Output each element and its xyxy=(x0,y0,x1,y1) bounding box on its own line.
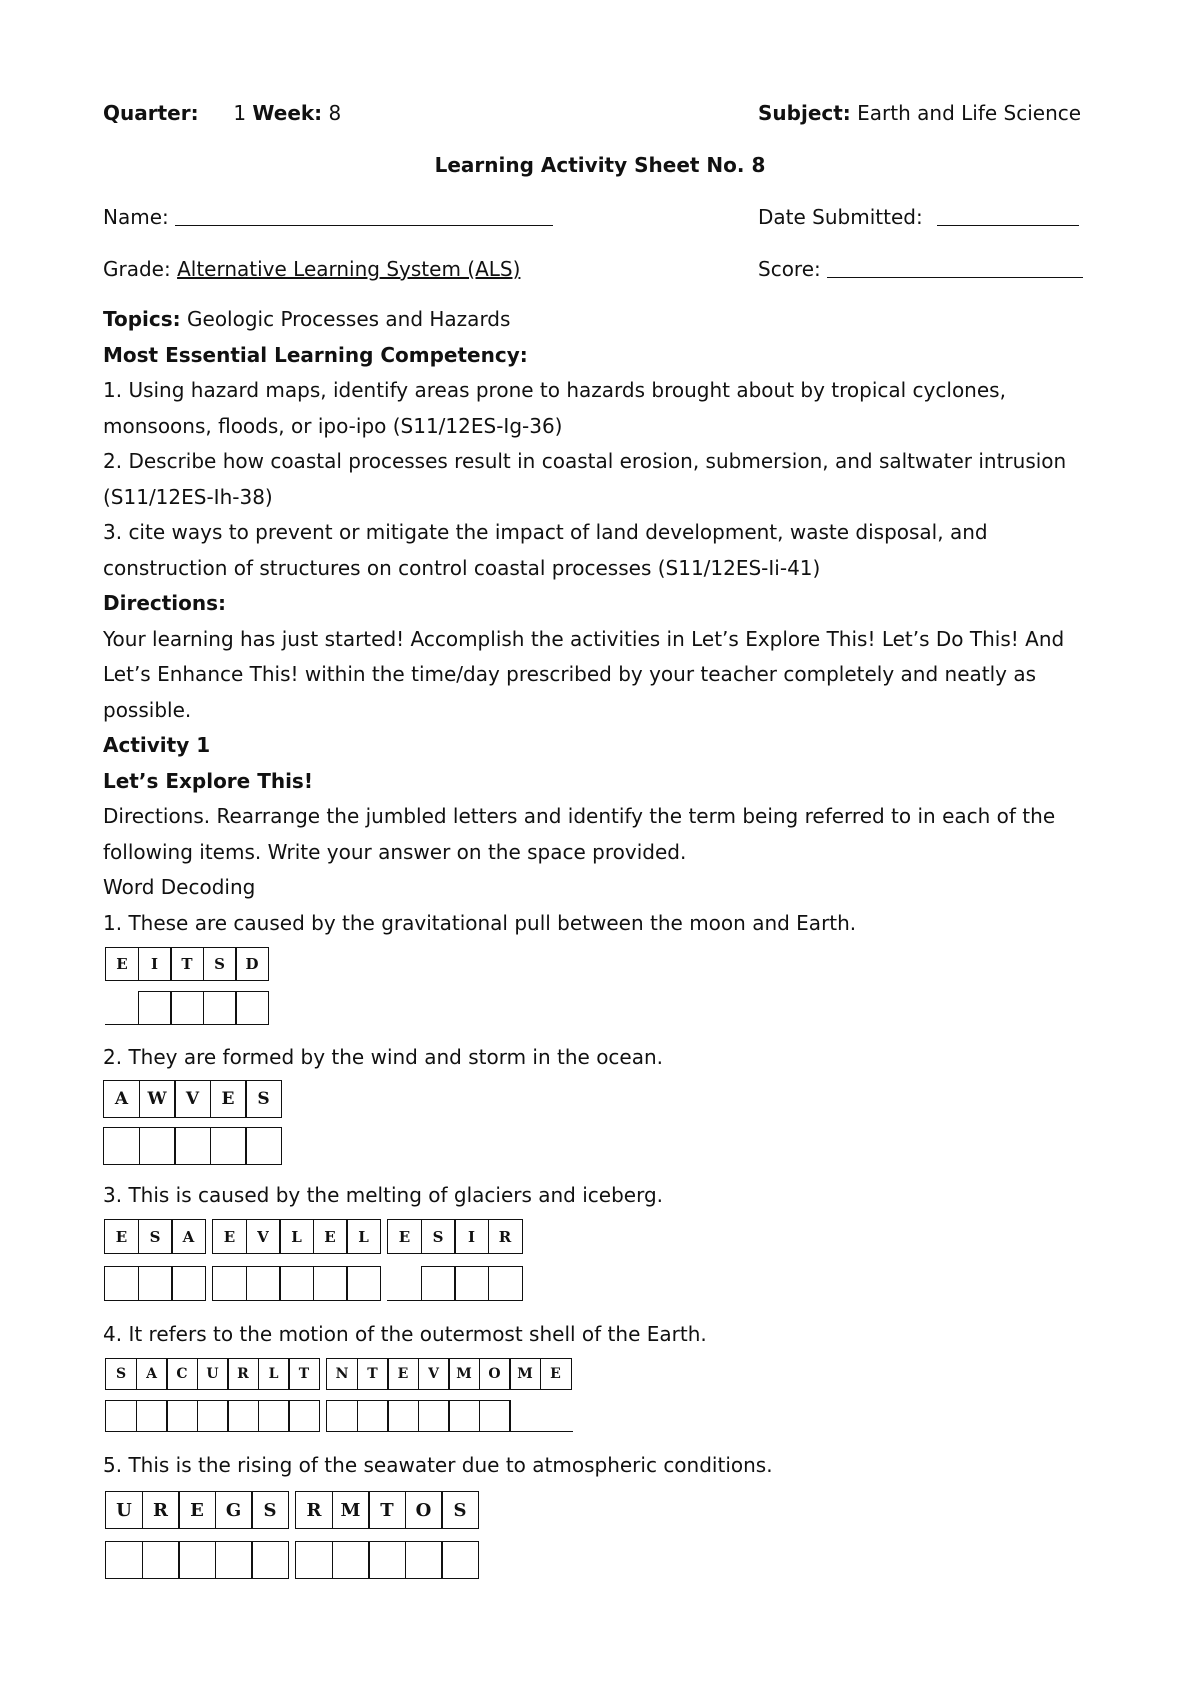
answer-box[interactable] xyxy=(142,1541,180,1579)
intro-section xyxy=(103,302,1103,941)
letter-tile: U xyxy=(197,1358,229,1390)
grade-line xyxy=(103,257,520,281)
question-3: 3. This is caused by the melting of glaciers and iceberg. xyxy=(103,1183,664,1207)
letter-tile: O xyxy=(479,1358,511,1390)
name-field[interactable] xyxy=(103,205,553,229)
letter-tile: O xyxy=(405,1491,443,1529)
item-3-letters xyxy=(104,1219,529,1254)
item-3-answer-group-2 xyxy=(212,1266,381,1301)
item-5-answer xyxy=(105,1541,485,1579)
quarter-label: Quarter: xyxy=(103,101,199,125)
item-5-answer-group-1 xyxy=(105,1541,289,1579)
letter-tile: I xyxy=(138,947,172,981)
answer-box[interactable] xyxy=(387,1266,422,1301)
date-field[interactable] xyxy=(758,205,1079,229)
letter-tile: U xyxy=(105,1491,143,1529)
answer-box[interactable] xyxy=(170,991,204,1025)
answer-box[interactable] xyxy=(405,1541,443,1579)
melc-3-line1: 3. cite ways to prevent or mitigate the impact of land development, waste disposal, and xyxy=(103,520,988,544)
answer-box[interactable] xyxy=(357,1400,389,1432)
word-decoding-label: Word Decoding xyxy=(103,875,256,899)
item-4-answer-group-2 xyxy=(326,1400,573,1432)
melc-2-line2: (S11/12ES-Ih-38) xyxy=(103,484,273,509)
score-blank[interactable] xyxy=(827,257,1083,278)
item-2-letters xyxy=(103,1080,288,1118)
answer-box[interactable] xyxy=(258,1400,290,1432)
letter-tile: S xyxy=(203,947,237,981)
answer-box[interactable] xyxy=(203,991,237,1025)
letter-tile: S xyxy=(138,1219,173,1254)
date-blank[interactable] xyxy=(937,205,1079,226)
letter-tile: V xyxy=(174,1080,211,1118)
letter-tile: E xyxy=(105,947,139,981)
answer-box[interactable] xyxy=(136,1400,168,1432)
item-2-answer-group xyxy=(103,1127,282,1165)
question-2: 2. They are formed by the wind and storm in the ocean. xyxy=(103,1045,664,1069)
question-5: 5. This is the rising of the seawater due to atmospheric conditions. xyxy=(103,1453,773,1477)
answer-box[interactable] xyxy=(313,1266,348,1301)
item-5-letters xyxy=(105,1491,485,1529)
letter-tile: E xyxy=(210,1080,247,1118)
letter-tile: L xyxy=(346,1219,381,1254)
letter-tile: M xyxy=(509,1358,541,1390)
letter-tile: R xyxy=(227,1358,259,1390)
topics-value: Geologic Processes and Hazards xyxy=(187,307,511,331)
item-1-letters xyxy=(105,947,275,981)
item-3-answer-group-3 xyxy=(387,1266,523,1301)
letter-tile: L xyxy=(279,1219,314,1254)
answer-box[interactable] xyxy=(454,1266,489,1301)
page-title: Learning Activity Sheet No. 8 xyxy=(434,153,766,177)
answer-box[interactable] xyxy=(295,1541,333,1579)
item-1-answer-group xyxy=(105,991,269,1025)
answer-box[interactable] xyxy=(251,1541,289,1579)
item-3-letter-group-1 xyxy=(104,1219,206,1254)
letter-tile: S xyxy=(421,1219,456,1254)
letter-tile: S xyxy=(441,1491,479,1529)
answer-box[interactable] xyxy=(418,1400,450,1432)
quarter-week-line xyxy=(103,101,341,125)
answer-box[interactable] xyxy=(368,1541,406,1579)
letter-tile: E xyxy=(104,1219,139,1254)
explore-heading: Let’s Explore This! xyxy=(103,768,313,793)
item-1-letter-group xyxy=(105,947,269,981)
answer-box[interactable] xyxy=(138,991,172,1025)
answer-box[interactable] xyxy=(245,1127,282,1165)
score-label: Score: xyxy=(758,257,821,281)
answer-box[interactable] xyxy=(288,1400,320,1432)
letter-tile: T xyxy=(288,1358,320,1390)
answer-box[interactable] xyxy=(171,1266,206,1301)
item-4-answer-group-1 xyxy=(105,1400,320,1432)
answer-box[interactable] xyxy=(488,1266,523,1301)
letter-tile: S xyxy=(105,1358,137,1390)
answer-box[interactable] xyxy=(448,1400,480,1432)
item-3-letter-group-3 xyxy=(387,1219,523,1254)
answer-box[interactable] xyxy=(509,1400,573,1432)
item-5-letter-group-1 xyxy=(105,1491,289,1529)
item-3-answer-group-1 xyxy=(104,1266,206,1301)
activity-directions-line2: following items. Write your answer on the space provided. xyxy=(103,839,687,864)
answer-box[interactable] xyxy=(105,991,139,1025)
answer-box[interactable] xyxy=(246,1266,281,1301)
subject-value: Earth and Life Science xyxy=(857,101,1082,125)
item-4-answer xyxy=(105,1400,579,1432)
answer-box[interactable] xyxy=(326,1400,358,1432)
letter-tile: M xyxy=(448,1358,480,1390)
melc-2-line1: 2. Describe how coastal processes result in coastal erosion, submersion, and saltwater intrusion xyxy=(103,449,1067,473)
letter-tile: T xyxy=(170,947,204,981)
answer-box[interactable] xyxy=(174,1127,211,1165)
letter-tile: V xyxy=(418,1358,450,1390)
activity-heading: Activity 1 xyxy=(103,733,211,757)
answer-box[interactable] xyxy=(210,1127,247,1165)
topics-line xyxy=(103,302,1103,338)
answer-box[interactable] xyxy=(227,1400,259,1432)
item-4-letter-group-2 xyxy=(326,1358,572,1390)
letter-tile: A xyxy=(171,1219,206,1254)
melc-3-line2: construction of structures on control coastal processes (S11/12ES-Ii-41) xyxy=(103,555,821,580)
letter-tile: S xyxy=(251,1491,289,1529)
answer-box[interactable] xyxy=(105,1541,143,1579)
melc-1-line2: monsoons, floods, or ipo-ipo (S11/12ES-Ig-36) xyxy=(103,413,563,438)
letter-tile: I xyxy=(454,1219,489,1254)
week-value: 8 xyxy=(328,101,342,125)
letter-tile: C xyxy=(166,1358,198,1390)
answer-box[interactable] xyxy=(166,1400,198,1432)
letter-tile: R xyxy=(295,1491,333,1529)
answer-box[interactable] xyxy=(235,991,269,1025)
item-2-answer xyxy=(103,1127,288,1165)
letter-tile: N xyxy=(326,1358,358,1390)
letter-tile: E xyxy=(540,1358,572,1390)
item-3-letter-group-2 xyxy=(212,1219,381,1254)
letter-tile: W xyxy=(139,1080,176,1118)
answer-box[interactable] xyxy=(279,1266,314,1301)
letter-tile: R xyxy=(488,1219,523,1254)
subject-line xyxy=(758,101,1081,125)
letter-tile: E xyxy=(212,1219,247,1254)
letter-tile: A xyxy=(103,1080,140,1118)
letter-tile: V xyxy=(246,1219,281,1254)
quarter-value: 1 xyxy=(233,101,247,125)
score-field[interactable] xyxy=(758,257,1083,281)
melc-1-line1: 1. Using hazard maps, identify areas prone to hazards brought about by tropical cyclones, xyxy=(103,378,1006,402)
letter-tile: A xyxy=(136,1358,168,1390)
answer-box[interactable] xyxy=(215,1541,253,1579)
answer-box[interactable] xyxy=(421,1266,456,1301)
answer-box[interactable] xyxy=(105,1400,137,1432)
letter-tile: R xyxy=(142,1491,180,1529)
week-label: Week: xyxy=(252,101,323,125)
question-1: 1. These are caused by the gravitational pull between the moon and Earth. xyxy=(103,910,857,935)
answer-box[interactable] xyxy=(332,1541,370,1579)
answer-box[interactable] xyxy=(212,1266,247,1301)
letter-tile: D xyxy=(235,947,269,981)
subject-label: Subject: xyxy=(758,101,851,125)
answer-box[interactable] xyxy=(178,1541,216,1579)
letter-tile: M xyxy=(332,1491,370,1529)
item-2-letter-group xyxy=(103,1080,282,1118)
answer-box[interactable] xyxy=(138,1266,173,1301)
item-4-letter-group-1 xyxy=(105,1358,320,1390)
answer-box[interactable] xyxy=(139,1127,176,1165)
letter-tile: T xyxy=(357,1358,389,1390)
item-5-letter-group-2 xyxy=(295,1491,479,1529)
directions-line3: possible. xyxy=(103,697,192,722)
answer-box[interactable] xyxy=(387,1400,419,1432)
answer-box[interactable] xyxy=(197,1400,229,1432)
item-4-letters xyxy=(105,1358,578,1390)
answer-box[interactable] xyxy=(346,1266,381,1301)
answer-box[interactable] xyxy=(104,1266,139,1301)
grade-label: Grade: xyxy=(103,257,171,281)
melc-heading: Most Essential Learning Competency: xyxy=(103,342,528,367)
letter-tile: G xyxy=(215,1491,253,1529)
item-3-answer xyxy=(104,1266,529,1301)
item-1-answer xyxy=(105,991,275,1025)
grade-value: Alternative Learning System (ALS) xyxy=(177,257,521,281)
letter-tile: E xyxy=(387,1358,419,1390)
letter-tile: S xyxy=(245,1080,282,1118)
item-5-answer-group-2 xyxy=(295,1541,479,1579)
letter-tile: E xyxy=(178,1491,216,1529)
question-4: 4. It refers to the motion of the outermost shell of the Earth. xyxy=(103,1322,707,1346)
activity-directions-line1: Directions. Rearrange the jumbled letters and identify the term being referred to in each of the xyxy=(103,804,1056,828)
letter-tile: L xyxy=(258,1358,290,1390)
directions-line2: Let’s Enhance This! within the time/day prescribed by your teacher completely and neatly as xyxy=(103,662,1037,686)
answer-box[interactable] xyxy=(479,1400,511,1432)
answer-box[interactable] xyxy=(103,1127,140,1165)
topics-label: Topics: xyxy=(103,307,181,331)
directions-line1: Your learning has just started! Accomplish the activities in Let’s Explore This! Let’s Do This! And xyxy=(103,626,1065,651)
answer-box[interactable] xyxy=(441,1541,479,1579)
name-blank[interactable] xyxy=(175,205,553,226)
date-label: Date Submitted: xyxy=(758,205,923,229)
letter-tile: T xyxy=(368,1491,406,1529)
letter-tile: E xyxy=(313,1219,348,1254)
name-label: Name: xyxy=(103,205,169,229)
directions-heading: Directions: xyxy=(103,591,227,615)
letter-tile: E xyxy=(387,1219,422,1254)
